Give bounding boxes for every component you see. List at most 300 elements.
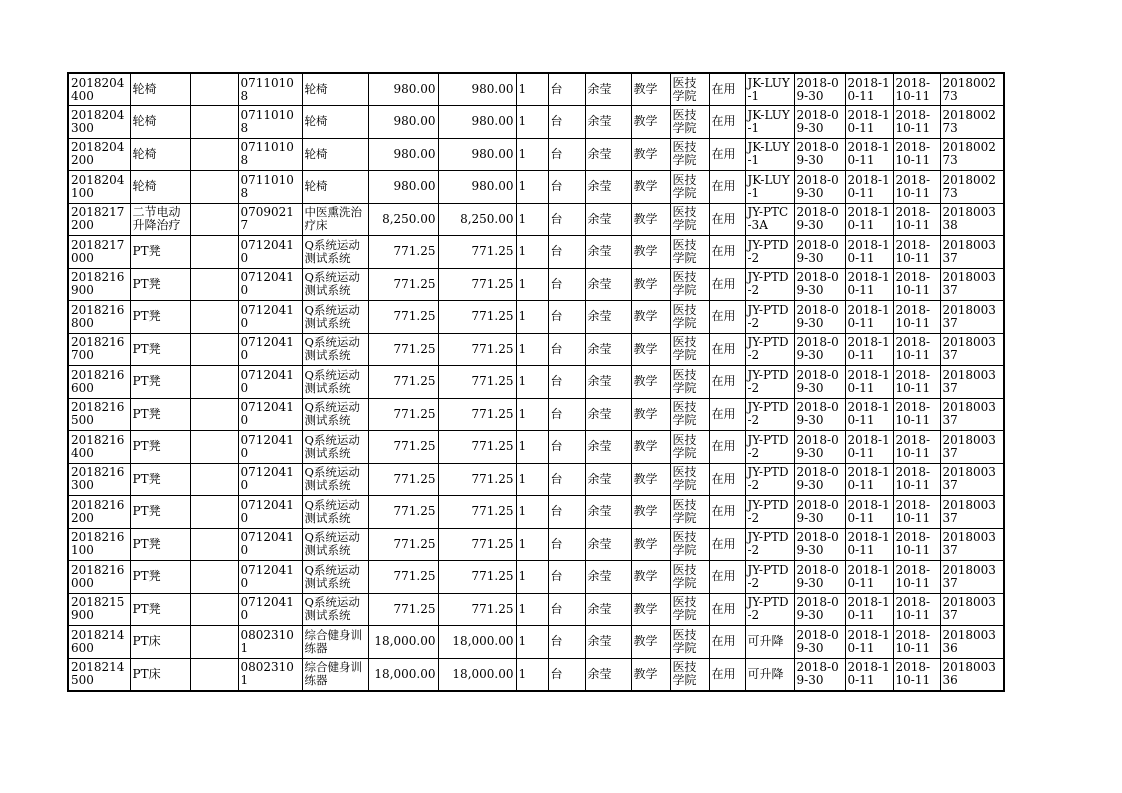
cell-department: 医技学院 <box>670 73 709 106</box>
cell-total-price: 771.25 <box>438 593 516 626</box>
cell-custodian: 余莹 <box>585 366 631 399</box>
cell-register-date: 2018-10-11 <box>893 333 940 366</box>
cell-voucher-no: 201800273 <box>940 106 1004 139</box>
cell-model: JK-LUY-1 <box>745 138 794 171</box>
cell-total-price: 771.25 <box>438 398 516 431</box>
cell-usage: 教学 <box>631 301 670 334</box>
cell-unit-price: 771.25 <box>368 236 438 269</box>
cell-model: JK-LUY-1 <box>745 106 794 139</box>
cell-unit-price: 771.25 <box>368 463 438 496</box>
cell-usage: 教学 <box>631 268 670 301</box>
cell-category-name: Q系统运动测试系统 <box>302 561 368 594</box>
cell-purchase-date: 2018-09-30 <box>794 138 845 171</box>
cell-quantity: 1 <box>516 658 548 691</box>
cell-voucher-no: 201800337 <box>940 561 1004 594</box>
cell-blank <box>190 463 238 496</box>
cell-voucher-no: 201800273 <box>940 171 1004 204</box>
cell-status: 在用 <box>709 431 745 464</box>
cell-usage: 教学 <box>631 73 670 106</box>
table-row <box>68 398 1004 431</box>
cell-asset-name: PT凳 <box>130 236 190 269</box>
cell-entry-date: 2018-10-11 <box>845 496 893 529</box>
table-row <box>68 463 1004 496</box>
cell-quantity: 1 <box>516 561 548 594</box>
cell-asset-id: 2018216500 <box>68 398 130 431</box>
cell-purchase-date: 2018-09-30 <box>794 106 845 139</box>
cell-usage: 教学 <box>631 431 670 464</box>
cell-unit-price: 771.25 <box>368 528 438 561</box>
cell-category-name: 综合健身训练器 <box>302 658 368 691</box>
cell-asset-name: 轮椅 <box>130 138 190 171</box>
cell-unit-price: 18,000.00 <box>368 658 438 691</box>
cell-department: 医技学院 <box>670 398 709 431</box>
cell-asset-id: 2018216200 <box>68 496 130 529</box>
cell-register-date: 2018-10-11 <box>893 366 940 399</box>
cell-department: 医技学院 <box>670 333 709 366</box>
cell-asset-id: 2018214500 <box>68 658 130 691</box>
cell-blank <box>190 496 238 529</box>
cell-register-date: 2018-10-11 <box>893 106 940 139</box>
cell-status: 在用 <box>709 301 745 334</box>
cell-custodian: 余莹 <box>585 106 631 139</box>
cell-blank <box>190 333 238 366</box>
cell-quantity: 1 <box>516 268 548 301</box>
cell-unit-price: 18,000.00 <box>368 626 438 659</box>
cell-custodian: 余莹 <box>585 398 631 431</box>
cell-purchase-date: 2018-09-30 <box>794 626 845 659</box>
cell-usage: 教学 <box>631 333 670 366</box>
cell-blank <box>190 658 238 691</box>
cell-category-code: 07120410 <box>238 398 302 431</box>
cell-register-date: 2018-10-11 <box>893 528 940 561</box>
cell-asset-id: 2018216700 <box>68 333 130 366</box>
cell-unit: 台 <box>548 106 585 139</box>
cell-unit: 台 <box>548 496 585 529</box>
cell-entry-date: 2018-10-11 <box>845 138 893 171</box>
cell-asset-name: PT凳 <box>130 463 190 496</box>
cell-status: 在用 <box>709 106 745 139</box>
cell-quantity: 1 <box>516 236 548 269</box>
cell-category-name: Q系统运动测试系统 <box>302 333 368 366</box>
cell-model: JY-PTD-2 <box>745 561 794 594</box>
cell-model: JY-PTD-2 <box>745 268 794 301</box>
cell-status: 在用 <box>709 398 745 431</box>
cell-total-price: 771.25 <box>438 268 516 301</box>
cell-voucher-no: 201800337 <box>940 593 1004 626</box>
cell-asset-name: PT凳 <box>130 528 190 561</box>
cell-register-date: 2018-10-11 <box>893 268 940 301</box>
cell-category-name: Q系统运动测试系统 <box>302 528 368 561</box>
cell-status: 在用 <box>709 171 745 204</box>
cell-unit: 台 <box>548 528 585 561</box>
cell-purchase-date: 2018-09-30 <box>794 203 845 236</box>
cell-unit: 台 <box>548 658 585 691</box>
cell-asset-id: 2018216100 <box>68 528 130 561</box>
cell-status: 在用 <box>709 138 745 171</box>
cell-asset-name: 轮椅 <box>130 73 190 106</box>
cell-model: JY-PTD-2 <box>745 463 794 496</box>
cell-status: 在用 <box>709 496 745 529</box>
table-row <box>68 268 1004 301</box>
cell-quantity: 1 <box>516 171 548 204</box>
cell-category-name: Q系统运动测试系统 <box>302 366 368 399</box>
cell-unit: 台 <box>548 398 585 431</box>
cell-purchase-date: 2018-09-30 <box>794 658 845 691</box>
cell-voucher-no: 201800337 <box>940 528 1004 561</box>
cell-purchase-date: 2018-09-30 <box>794 561 845 594</box>
cell-quantity: 1 <box>516 496 548 529</box>
cell-blank <box>190 366 238 399</box>
cell-total-price: 771.25 <box>438 463 516 496</box>
cell-model: JY-PTD-2 <box>745 496 794 529</box>
cell-purchase-date: 2018-09-30 <box>794 236 845 269</box>
cell-register-date: 2018-10-11 <box>893 203 940 236</box>
cell-usage: 教学 <box>631 138 670 171</box>
cell-register-date: 2018-10-11 <box>893 626 940 659</box>
cell-quantity: 1 <box>516 593 548 626</box>
cell-asset-id: 2018204200 <box>68 138 130 171</box>
cell-model: JY-PTD-2 <box>745 593 794 626</box>
cell-entry-date: 2018-10-11 <box>845 593 893 626</box>
cell-blank <box>190 561 238 594</box>
cell-status: 在用 <box>709 333 745 366</box>
cell-register-date: 2018-10-11 <box>893 398 940 431</box>
cell-status: 在用 <box>709 236 745 269</box>
table-row <box>68 301 1004 334</box>
cell-department: 医技学院 <box>670 463 709 496</box>
cell-unit-price: 771.25 <box>368 561 438 594</box>
cell-blank <box>190 626 238 659</box>
cell-status: 在用 <box>709 626 745 659</box>
cell-total-price: 771.25 <box>438 366 516 399</box>
cell-register-date: 2018-10-11 <box>893 171 940 204</box>
cell-entry-date: 2018-10-11 <box>845 431 893 464</box>
cell-asset-id: 2018216300 <box>68 463 130 496</box>
cell-blank <box>190 106 238 139</box>
cell-category-name: 综合健身训练器 <box>302 626 368 659</box>
cell-unit: 台 <box>548 268 585 301</box>
table-row <box>68 528 1004 561</box>
cell-quantity: 1 <box>516 431 548 464</box>
cell-voucher-no: 201800337 <box>940 301 1004 334</box>
cell-total-price: 980.00 <box>438 73 516 106</box>
cell-category-name: 轮椅 <box>302 106 368 139</box>
cell-voucher-no: 201800338 <box>940 203 1004 236</box>
cell-purchase-date: 2018-09-30 <box>794 431 845 464</box>
cell-category-code: 07120410 <box>238 496 302 529</box>
cell-unit: 台 <box>548 301 585 334</box>
cell-usage: 教学 <box>631 203 670 236</box>
cell-unit: 台 <box>548 626 585 659</box>
cell-department: 医技学院 <box>670 431 709 464</box>
cell-asset-id: 2018215900 <box>68 593 130 626</box>
cell-usage: 教学 <box>631 236 670 269</box>
cell-model: JY-PTD-2 <box>745 528 794 561</box>
cell-blank <box>190 431 238 464</box>
cell-register-date: 2018-10-11 <box>893 431 940 464</box>
cell-total-price: 771.25 <box>438 301 516 334</box>
cell-entry-date: 2018-10-11 <box>845 398 893 431</box>
cell-asset-name: PT凳 <box>130 398 190 431</box>
cell-custodian: 余莹 <box>585 431 631 464</box>
cell-custodian: 余莹 <box>585 236 631 269</box>
cell-status: 在用 <box>709 463 745 496</box>
cell-unit-price: 771.25 <box>368 431 438 464</box>
cell-department: 医技学院 <box>670 203 709 236</box>
cell-usage: 教学 <box>631 626 670 659</box>
table-row <box>68 73 1004 106</box>
cell-department: 医技学院 <box>670 593 709 626</box>
cell-quantity: 1 <box>516 528 548 561</box>
cell-asset-name: 轮椅 <box>130 171 190 204</box>
cell-unit: 台 <box>548 171 585 204</box>
cell-category-code: 08023101 <box>238 626 302 659</box>
cell-model: JY-PTD-2 <box>745 236 794 269</box>
cell-register-date: 2018-10-11 <box>893 593 940 626</box>
cell-category-code: 07120410 <box>238 431 302 464</box>
table-row <box>68 171 1004 204</box>
cell-unit-price: 771.25 <box>368 301 438 334</box>
cell-category-name: Q系统运动测试系统 <box>302 431 368 464</box>
cell-custodian: 余莹 <box>585 496 631 529</box>
cell-voucher-no: 201800337 <box>940 496 1004 529</box>
cell-total-price: 771.25 <box>438 236 516 269</box>
cell-asset-name: PT凳 <box>130 496 190 529</box>
cell-quantity: 1 <box>516 463 548 496</box>
cell-asset-name: PT床 <box>130 658 190 691</box>
cell-category-code: 07110108 <box>238 73 302 106</box>
cell-department: 医技学院 <box>670 496 709 529</box>
cell-model: JK-LUY-1 <box>745 171 794 204</box>
cell-category-code: 07120410 <box>238 593 302 626</box>
cell-blank <box>190 138 238 171</box>
cell-category-code: 07120410 <box>238 268 302 301</box>
cell-category-code: 08023101 <box>238 658 302 691</box>
cell-unit-price: 771.25 <box>368 593 438 626</box>
cell-quantity: 1 <box>516 366 548 399</box>
cell-category-code: 07120410 <box>238 301 302 334</box>
cell-department: 医技学院 <box>670 301 709 334</box>
cell-register-date: 2018-10-11 <box>893 301 940 334</box>
cell-usage: 教学 <box>631 593 670 626</box>
cell-purchase-date: 2018-09-30 <box>794 398 845 431</box>
cell-custodian: 余莹 <box>585 658 631 691</box>
cell-custodian: 余莹 <box>585 268 631 301</box>
cell-department: 医技学院 <box>670 626 709 659</box>
cell-asset-id: 2018204300 <box>68 106 130 139</box>
cell-entry-date: 2018-10-11 <box>845 463 893 496</box>
cell-asset-id: 2018217000 <box>68 236 130 269</box>
cell-usage: 教学 <box>631 106 670 139</box>
cell-category-code: 07120410 <box>238 561 302 594</box>
cell-status: 在用 <box>709 73 745 106</box>
cell-asset-name: PT凳 <box>130 301 190 334</box>
cell-voucher-no: 201800337 <box>940 431 1004 464</box>
cell-purchase-date: 2018-09-30 <box>794 496 845 529</box>
cell-unit-price: 980.00 <box>368 106 438 139</box>
cell-purchase-date: 2018-09-30 <box>794 333 845 366</box>
table-row <box>68 366 1004 399</box>
cell-department: 医技学院 <box>670 236 709 269</box>
cell-blank <box>190 528 238 561</box>
cell-model: JY-PTD-2 <box>745 333 794 366</box>
cell-asset-name: PT凳 <box>130 431 190 464</box>
cell-total-price: 771.25 <box>438 431 516 464</box>
cell-unit: 台 <box>548 73 585 106</box>
cell-category-name: Q系统运动测试系统 <box>302 268 368 301</box>
table-row <box>68 138 1004 171</box>
cell-category-name: 轮椅 <box>302 171 368 204</box>
table-row <box>68 236 1004 269</box>
cell-department: 医技学院 <box>670 366 709 399</box>
cell-unit: 台 <box>548 561 585 594</box>
cell-usage: 教学 <box>631 528 670 561</box>
cell-unit-price: 771.25 <box>368 268 438 301</box>
cell-department: 医技学院 <box>670 528 709 561</box>
cell-unit-price: 980.00 <box>368 138 438 171</box>
table-row <box>68 626 1004 659</box>
cell-entry-date: 2018-10-11 <box>845 106 893 139</box>
cell-custodian: 余莹 <box>585 171 631 204</box>
cell-usage: 教学 <box>631 496 670 529</box>
cell-asset-id: 2018217200 <box>68 203 130 236</box>
cell-custodian: 余莹 <box>585 528 631 561</box>
cell-entry-date: 2018-10-11 <box>845 658 893 691</box>
cell-entry-date: 2018-10-11 <box>845 561 893 594</box>
cell-category-name: 中医熏洗治疗床 <box>302 203 368 236</box>
cell-voucher-no: 201800273 <box>940 138 1004 171</box>
cell-custodian: 余莹 <box>585 463 631 496</box>
cell-unit-price: 980.00 <box>368 73 438 106</box>
cell-entry-date: 2018-10-11 <box>845 528 893 561</box>
asset-table-body <box>68 73 1004 691</box>
cell-category-code: 07120410 <box>238 366 302 399</box>
cell-unit-price: 8,250.00 <box>368 203 438 236</box>
cell-model: JY-PTD-2 <box>745 301 794 334</box>
cell-status: 在用 <box>709 658 745 691</box>
table-row <box>68 561 1004 594</box>
cell-category-name: 轮椅 <box>302 138 368 171</box>
cell-department: 医技学院 <box>670 658 709 691</box>
cell-model: 可升降 <box>745 658 794 691</box>
cell-unit: 台 <box>548 463 585 496</box>
cell-asset-id: 2018216600 <box>68 366 130 399</box>
cell-voucher-no: 201800337 <box>940 366 1004 399</box>
cell-total-price: 771.25 <box>438 561 516 594</box>
table-row <box>68 431 1004 464</box>
cell-voucher-no: 201800337 <box>940 333 1004 366</box>
cell-blank <box>190 593 238 626</box>
cell-purchase-date: 2018-09-30 <box>794 171 845 204</box>
cell-status: 在用 <box>709 528 745 561</box>
cell-custodian: 余莹 <box>585 203 631 236</box>
cell-unit-price: 980.00 <box>368 171 438 204</box>
cell-voucher-no: 201800336 <box>940 626 1004 659</box>
table-row <box>68 593 1004 626</box>
cell-department: 医技学院 <box>670 268 709 301</box>
cell-model: JY-PTD-2 <box>745 398 794 431</box>
cell-quantity: 1 <box>516 73 548 106</box>
cell-asset-name: PT床 <box>130 626 190 659</box>
cell-custodian: 余莹 <box>585 333 631 366</box>
cell-purchase-date: 2018-09-30 <box>794 366 845 399</box>
cell-usage: 教学 <box>631 171 670 204</box>
cell-total-price: 8,250.00 <box>438 203 516 236</box>
cell-unit: 台 <box>548 333 585 366</box>
cell-asset-name: PT凳 <box>130 333 190 366</box>
cell-register-date: 2018-10-11 <box>893 658 940 691</box>
cell-entry-date: 2018-10-11 <box>845 301 893 334</box>
cell-status: 在用 <box>709 561 745 594</box>
cell-register-date: 2018-10-11 <box>893 561 940 594</box>
cell-unit: 台 <box>548 366 585 399</box>
cell-asset-id: 2018216000 <box>68 561 130 594</box>
table-row <box>68 496 1004 529</box>
cell-asset-id: 2018216400 <box>68 431 130 464</box>
cell-category-name: Q系统运动测试系统 <box>302 398 368 431</box>
cell-model: JY-PTD-2 <box>745 431 794 464</box>
cell-total-price: 18,000.00 <box>438 626 516 659</box>
cell-voucher-no: 201800336 <box>940 658 1004 691</box>
cell-custodian: 余莹 <box>585 561 631 594</box>
cell-model: JK-LUY-1 <box>745 73 794 106</box>
cell-department: 医技学院 <box>670 138 709 171</box>
cell-blank <box>190 171 238 204</box>
cell-unit-price: 771.25 <box>368 398 438 431</box>
cell-purchase-date: 2018-09-30 <box>794 593 845 626</box>
cell-purchase-date: 2018-09-30 <box>794 463 845 496</box>
cell-unit-price: 771.25 <box>368 496 438 529</box>
cell-entry-date: 2018-10-11 <box>845 366 893 399</box>
cell-usage: 教学 <box>631 398 670 431</box>
cell-asset-name: PT凳 <box>130 593 190 626</box>
cell-custodian: 余莹 <box>585 626 631 659</box>
cell-department: 医技学院 <box>670 171 709 204</box>
cell-category-name: Q系统运动测试系统 <box>302 301 368 334</box>
cell-asset-name: PT凳 <box>130 366 190 399</box>
cell-usage: 教学 <box>631 658 670 691</box>
cell-category-code: 07110108 <box>238 171 302 204</box>
cell-purchase-date: 2018-09-30 <box>794 73 845 106</box>
cell-department: 医技学院 <box>670 561 709 594</box>
cell-blank <box>190 301 238 334</box>
cell-total-price: 980.00 <box>438 106 516 139</box>
cell-category-name: Q系统运动测试系统 <box>302 463 368 496</box>
cell-quantity: 1 <box>516 626 548 659</box>
cell-entry-date: 2018-10-11 <box>845 73 893 106</box>
cell-blank <box>190 398 238 431</box>
cell-blank <box>190 203 238 236</box>
cell-category-code: 07110108 <box>238 138 302 171</box>
cell-entry-date: 2018-10-11 <box>845 626 893 659</box>
cell-quantity: 1 <box>516 106 548 139</box>
cell-blank <box>190 268 238 301</box>
cell-model: JY-PTC-3A <box>745 203 794 236</box>
cell-status: 在用 <box>709 593 745 626</box>
cell-asset-id: 2018216800 <box>68 301 130 334</box>
cell-status: 在用 <box>709 268 745 301</box>
cell-unit-price: 771.25 <box>368 333 438 366</box>
cell-unit: 台 <box>548 203 585 236</box>
cell-purchase-date: 2018-09-30 <box>794 528 845 561</box>
cell-category-name: 轮椅 <box>302 73 368 106</box>
cell-purchase-date: 2018-09-30 <box>794 268 845 301</box>
cell-model: JY-PTD-2 <box>745 366 794 399</box>
cell-usage: 教学 <box>631 463 670 496</box>
table-row <box>68 203 1004 236</box>
cell-custodian: 余莹 <box>585 73 631 106</box>
cell-total-price: 771.25 <box>438 496 516 529</box>
